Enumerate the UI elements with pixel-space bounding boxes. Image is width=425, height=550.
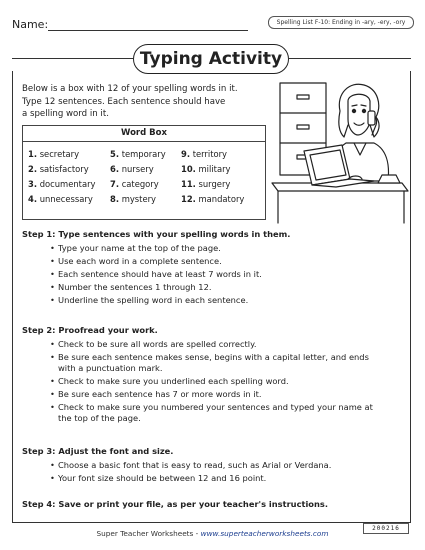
word-item: 5. temporary	[110, 149, 166, 159]
footer	[0, 529, 425, 538]
word-item: 1. secretary	[28, 149, 80, 159]
step-3-section	[22, 446, 407, 486]
word-box	[22, 125, 266, 220]
step-2-section	[22, 325, 407, 426]
word-item: 3. documentary	[28, 179, 96, 189]
word-item: 6. nursery	[110, 164, 154, 174]
step-1-heading: Step 1: Type sentences with your spelling words in them.	[22, 229, 291, 239]
step-3-bullet: • Your font size should be between 12 and 16 point.	[58, 473, 407, 484]
intro-line-3: a spelling word in it.	[22, 109, 109, 120]
step-2-bullet: • Check to make sure you numbered your sentences and typed your name at the top of the page.	[58, 402, 388, 425]
woman-at-laptop-icon	[270, 75, 410, 225]
worksheet-code: 200216	[363, 523, 409, 534]
step-2-bullet: • Be sure each sentence has 7 or more words in it.	[58, 389, 388, 400]
word-box-grid	[23, 142, 265, 206]
page-title: Typing Activity	[133, 44, 289, 74]
spelling-list-tag: Spelling List F-10: Ending in -ary, -ery, -ory	[268, 16, 414, 29]
step-2-bullet: • Be sure each sentence makes sense, begins with a capital letter, and ends with a punctuation mark.	[58, 352, 388, 375]
word-item: 2. satisfactory	[28, 164, 89, 174]
word-item: 12. mandatory	[181, 194, 245, 204]
intro-line-1: Below is a box with 12 of your spelling words in it.	[22, 84, 238, 94]
title-rule-left	[12, 58, 133, 59]
word-item: 8. mystery	[110, 194, 157, 204]
word-box-title: Word Box	[23, 126, 265, 142]
step-3-bullet: • Choose a basic font that is easy to read, such as Arial or Verdana.	[58, 460, 407, 471]
step-1-bullet: • Type your name at the top of the page.	[58, 243, 407, 254]
step-4-section	[22, 499, 407, 513]
step-1-bullet: • Number the sentences 1 through 12.	[58, 282, 407, 293]
word-item: 11. surgery	[181, 179, 231, 189]
step-2-bullet: • Check to be sure all words are spelled correctly.	[58, 339, 388, 350]
word-item: 7. category	[110, 179, 159, 189]
word-item: 10. military	[181, 164, 231, 174]
footer-brand: Super Teacher Worksheets -	[96, 529, 201, 538]
footer-url-link[interactable]: www.superteacherworksheets.com	[200, 529, 329, 538]
step-4-heading: Step 4: Save or print your file, as per your teacher's instructions.	[22, 499, 328, 509]
step-1-bullet: • Each sentence should have at least 7 words in it.	[58, 269, 407, 280]
step-1-section	[22, 229, 407, 308]
step-2-bullet: • Check to make sure you underlined each spelling word.	[58, 376, 388, 387]
intro-text	[22, 83, 267, 121]
word-item: 9. territory	[181, 149, 227, 159]
title-rule-right	[289, 58, 411, 59]
step-1-bullet: • Use each word in a complete sentence.	[58, 256, 407, 267]
step-1-bullet: • Underline the spelling word in each sentence.	[58, 295, 407, 306]
intro-line-2: Type 12 sentences. Each sentence should have	[22, 96, 226, 107]
step-3-heading: Step 3: Adjust the font and size.	[22, 446, 174, 456]
step-2-heading: Step 2: Proofread your work.	[22, 325, 158, 335]
word-item: 4. unnecessary	[28, 194, 93, 204]
name-line	[48, 30, 248, 31]
name-label: Name:	[12, 18, 49, 31]
